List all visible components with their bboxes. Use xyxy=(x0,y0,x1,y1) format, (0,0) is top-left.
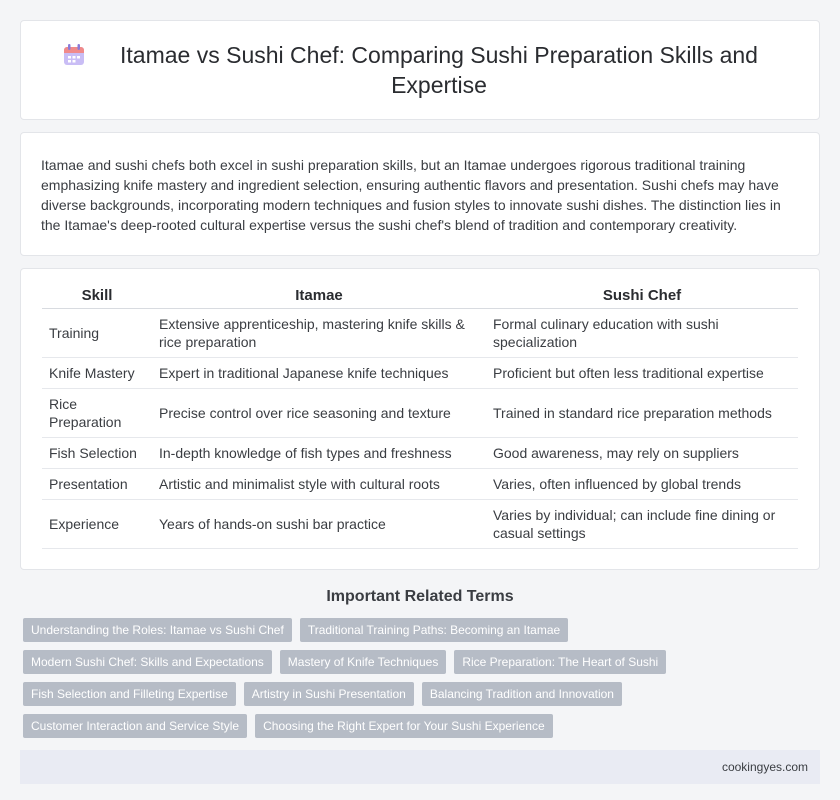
cell-skill: Training xyxy=(42,309,152,358)
tag-fish-selection[interactable]: Fish Selection and Filleting Expertise xyxy=(23,682,236,706)
related-terms-section xyxy=(20,588,820,738)
cell-skill: Fish Selection xyxy=(42,438,152,469)
table-row xyxy=(42,500,798,549)
header-skill: Skill xyxy=(42,283,152,309)
header-itamae: Itamae xyxy=(152,283,486,309)
table-row xyxy=(42,358,798,389)
intro-card xyxy=(20,132,820,256)
cell-sushi-chef: Varies by individual; can include fine dining or casual settings xyxy=(486,500,798,549)
cell-itamae: Precise control over rice seasoning and texture xyxy=(152,389,486,438)
cell-sushi-chef: Good awareness, may rely on suppliers xyxy=(486,438,798,469)
header-sushi-chef: Sushi Chef xyxy=(486,283,798,309)
table-header-row xyxy=(42,283,798,309)
tag-customer-interaction[interactable]: Customer Interaction and Service Style xyxy=(23,714,247,738)
comparison-table xyxy=(42,283,798,549)
tag-choosing-expert[interactable]: Choosing the Right Expert for Your Sushi Experience xyxy=(255,714,553,738)
related-terms-title: Important Related Terms xyxy=(326,588,514,605)
tag-knife-techniques[interactable]: Mastery of Knife Techniques xyxy=(280,650,447,674)
cell-itamae: Artistic and minimalist style with cultural roots xyxy=(152,469,486,500)
cell-sushi-chef: Trained in standard rice preparation methods xyxy=(486,389,798,438)
cell-skill: Presentation xyxy=(42,469,152,500)
title-card xyxy=(20,20,820,120)
table-row xyxy=(42,469,798,500)
table-row xyxy=(42,389,798,438)
cell-sushi-chef: Varies, often influenced by global trends xyxy=(486,469,798,500)
cell-sushi-chef: Formal culinary education with sushi specialization xyxy=(486,309,798,358)
footer xyxy=(20,750,820,784)
comparison-card xyxy=(20,268,820,570)
cell-itamae: Years of hands-on sushi bar practice xyxy=(152,500,486,549)
intro-paragraph: Itamae and sushi chefs both excel in sushi preparation skills, but an Itamae undergoes rigorous traditional training emphasizing knife mastery and ingredient selection, ensuring authentic flavors and presentation. Sushi chefs may have diverse backgrounds, incorporating modern techniques and fusion styles to innovate sushi dishes. The distinction lies in the Itamae's deep-rooted cultural expertise versus the sushi chef's blend of tradition and contemporary creativity. xyxy=(41,157,781,233)
cell-skill: Experience xyxy=(42,500,152,549)
cell-skill: Knife Mastery xyxy=(42,358,152,389)
cell-itamae: Expert in traditional Japanese knife techniques xyxy=(152,358,486,389)
cell-itamae: In-depth knowledge of fish types and freshness xyxy=(152,438,486,469)
cell-sushi-chef: Proficient but often less traditional expertise xyxy=(486,358,798,389)
tag-traditional-training[interactable]: Traditional Training Paths: Becoming an Itamae xyxy=(300,618,568,642)
title-wrap xyxy=(61,40,779,100)
tag-rice-preparation[interactable]: Rice Preparation: The Heart of Sushi xyxy=(454,650,666,674)
tag-modern-sushi-chef[interactable]: Modern Sushi Chef: Skills and Expectations xyxy=(23,650,272,674)
footer-site[interactable]: cookingyes.com xyxy=(721,760,808,774)
table-row xyxy=(42,438,798,469)
calendar-icon xyxy=(61,42,87,68)
tag-tradition-innovation[interactable]: Balancing Tradition and Innovation xyxy=(422,682,622,706)
table-row xyxy=(42,309,798,358)
cell-skill: Rice Preparation xyxy=(42,389,152,438)
page-title: Itamae vs Sushi Chef: Comparing Sushi Preparation Skills and Expertise xyxy=(120,42,758,98)
related-tags xyxy=(20,618,820,738)
tag-understanding-roles[interactable]: Understanding the Roles: Itamae vs Sushi Chef xyxy=(23,618,292,642)
cell-itamae: Extensive apprenticeship, mastering knife skills & rice preparation xyxy=(152,309,486,358)
tag-artistry-presentation[interactable]: Artistry in Sushi Presentation xyxy=(244,682,414,706)
